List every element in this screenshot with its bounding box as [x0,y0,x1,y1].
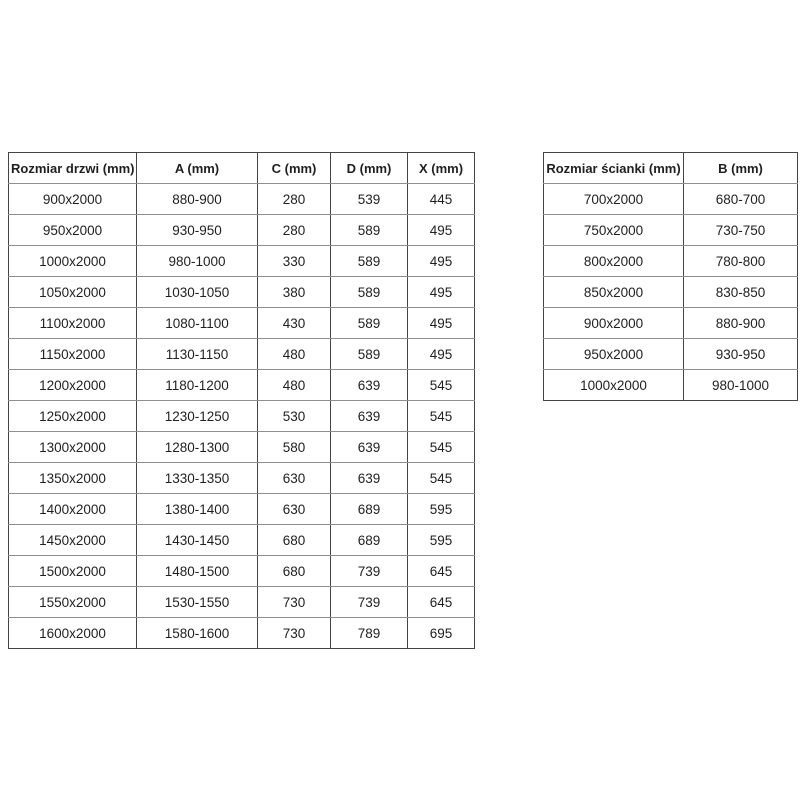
table-row [9,184,475,215]
table-row [9,618,475,649]
table-cell: 630 [258,494,331,525]
table-row [544,184,798,215]
table-cell: 1480-1500 [137,556,258,587]
table-cell: 880-900 [684,308,798,339]
table-cell: 1550x2000 [9,587,137,618]
table-row [9,463,475,494]
table-header-row [9,153,475,184]
table-row [9,308,475,339]
table-cell: 780-800 [684,246,798,277]
table-cell: 1200x2000 [9,370,137,401]
table-cell: 730-750 [684,215,798,246]
table-cell: 680 [258,556,331,587]
table-row [9,246,475,277]
table-cell: 680 [258,525,331,556]
table-cell: 495 [408,215,475,246]
table-cell: 980-1000 [137,246,258,277]
table-cell: 639 [331,432,408,463]
table-cell: 589 [331,246,408,277]
table-cell: 689 [331,494,408,525]
table-cell: 630 [258,463,331,494]
table-cell: 1130-1150 [137,339,258,370]
table-cell: 695 [408,618,475,649]
table-cell: 1230-1250 [137,401,258,432]
table-cell: 1600x2000 [9,618,137,649]
table-cell: 900x2000 [544,308,684,339]
door-sizes-table [8,152,475,649]
table-row [9,525,475,556]
table-cell: 639 [331,401,408,432]
table-row [9,587,475,618]
table-row [544,277,798,308]
table-cell: 480 [258,339,331,370]
table-cell: 445 [408,184,475,215]
table-cell: 1350x2000 [9,463,137,494]
table-row [9,370,475,401]
table-row [9,432,475,463]
table-row [544,215,798,246]
column-header: A (mm) [137,153,258,184]
table-cell: 1180-1200 [137,370,258,401]
table-header-row [544,153,798,184]
table-cell: 900x2000 [9,184,137,215]
table-row [544,339,798,370]
table-cell: 1000x2000 [9,246,137,277]
table-cell: 930-950 [684,339,798,370]
table-cell: 689 [331,525,408,556]
table-cell: 930-950 [137,215,258,246]
table-cell: 1250x2000 [9,401,137,432]
table-cell: 800x2000 [544,246,684,277]
table-cell: 539 [331,184,408,215]
table-cell: 495 [408,246,475,277]
table-cell: 580 [258,432,331,463]
table-cell: 545 [408,401,475,432]
table-cell: 639 [331,370,408,401]
table-cell: 589 [331,339,408,370]
table-row [9,215,475,246]
wall-sizes-table [543,152,798,401]
table-cell: 830-850 [684,277,798,308]
table-cell: 1580-1600 [137,618,258,649]
table-cell: 1080-1100 [137,308,258,339]
table-cell: 1400x2000 [9,494,137,525]
table-cell: 589 [331,308,408,339]
table-row [9,556,475,587]
table-cell: 545 [408,463,475,494]
column-header: C (mm) [258,153,331,184]
table-cell: 639 [331,463,408,494]
table-cell: 589 [331,215,408,246]
table-cell: 789 [331,618,408,649]
table-cell: 1300x2000 [9,432,137,463]
table-cell: 1100x2000 [9,308,137,339]
table-cell: 730 [258,587,331,618]
table-cell: 739 [331,587,408,618]
table-cell: 980-1000 [684,370,798,401]
table-cell: 495 [408,339,475,370]
table-cell: 495 [408,277,475,308]
table-cell: 530 [258,401,331,432]
table-cell: 330 [258,246,331,277]
table-cell: 380 [258,277,331,308]
table-row [9,494,475,525]
table-row [544,246,798,277]
table-cell: 430 [258,308,331,339]
table-cell: 595 [408,525,475,556]
table-cell: 1150x2000 [9,339,137,370]
table-cell: 700x2000 [544,184,684,215]
table-row [544,370,798,401]
table-cell: 545 [408,432,475,463]
table-cell: 280 [258,184,331,215]
table-row [9,401,475,432]
table-cell: 1280-1300 [137,432,258,463]
table-cell: 1030-1050 [137,277,258,308]
column-header: D (mm) [331,153,408,184]
table-cell: 1050x2000 [9,277,137,308]
table-cell: 680-700 [684,184,798,215]
table-cell: 750x2000 [544,215,684,246]
table-cell: 850x2000 [544,277,684,308]
table-cell: 1530-1550 [137,587,258,618]
table-cell: 739 [331,556,408,587]
table-cell: 595 [408,494,475,525]
table-cell: 645 [408,587,475,618]
column-header: Rozmiar drzwi (mm) [9,153,137,184]
table-cell: 495 [408,308,475,339]
table-cell: 730 [258,618,331,649]
table-cell: 1500x2000 [9,556,137,587]
table-cell: 545 [408,370,475,401]
column-header: B (mm) [684,153,798,184]
table-cell: 1330-1350 [137,463,258,494]
table-cell: 950x2000 [544,339,684,370]
table-cell: 280 [258,215,331,246]
table-cell: 1430-1450 [137,525,258,556]
table-cell: 1450x2000 [9,525,137,556]
table-cell: 589 [331,277,408,308]
column-header: X (mm) [408,153,475,184]
table-cell: 480 [258,370,331,401]
column-header: Rozmiar ścianki (mm) [544,153,684,184]
table-cell: 645 [408,556,475,587]
table-cell: 1000x2000 [544,370,684,401]
table-cell: 950x2000 [9,215,137,246]
table-cell: 880-900 [137,184,258,215]
table-row [544,308,798,339]
table-row [9,277,475,308]
table-cell: 1380-1400 [137,494,258,525]
table-row [9,339,475,370]
